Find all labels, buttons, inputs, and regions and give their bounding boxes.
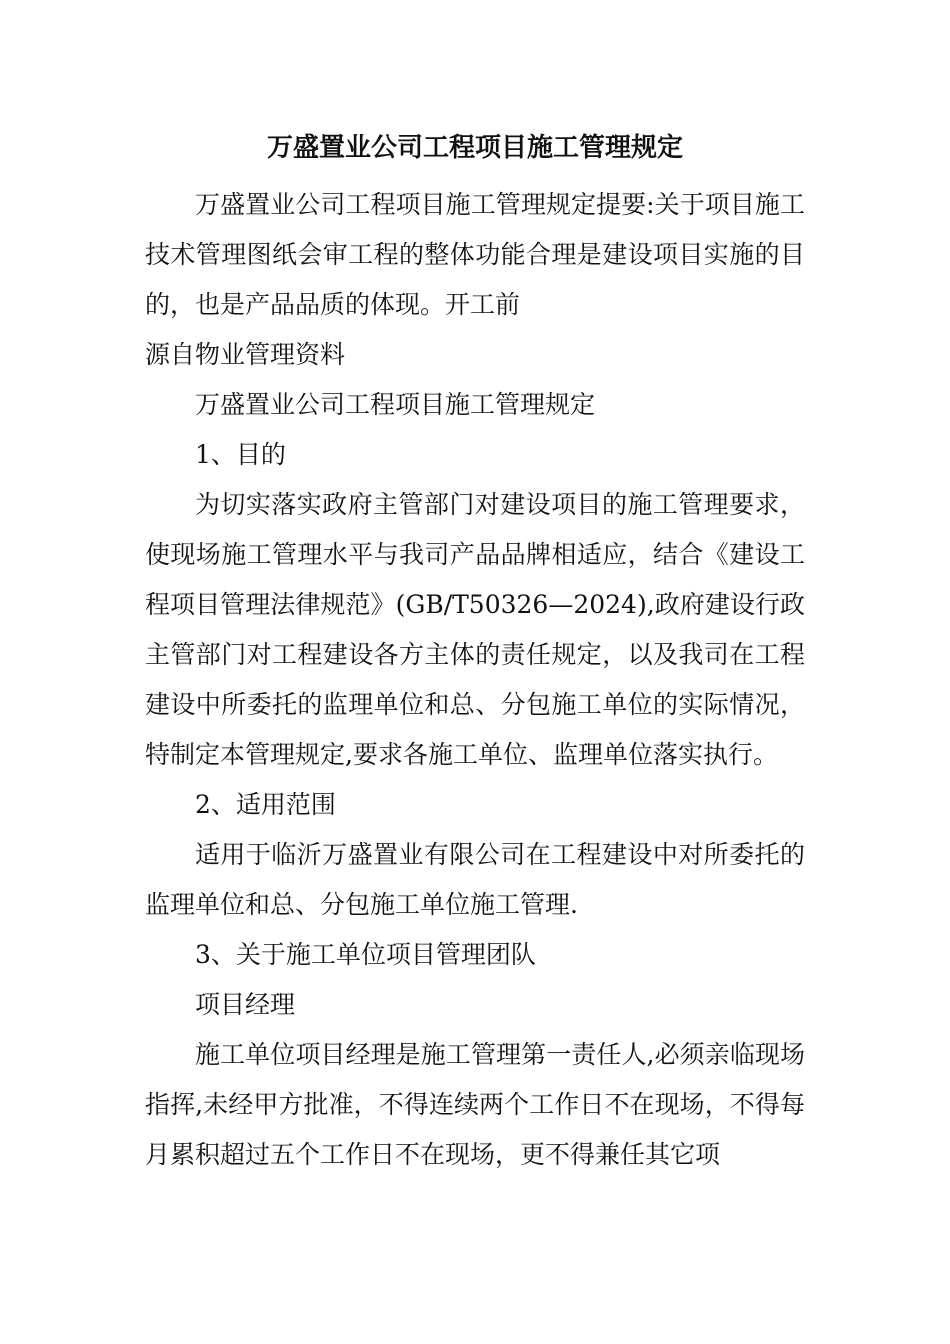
paragraph-project-manager: 施工单位项目经理是施工管理第一责任人,必须亲临现场指挥,未经甲方批准，不得连续两个工作日不在现场，不得每月累积超过五个工作日不在现场，更不得兼任其它项: [145, 1040, 805, 1169]
subheading-project-manager: 项目经理: [195, 990, 296, 1019]
paragraph-purpose: 为切实落实政府主管部门对建设项目的施工管理要求，使现场施工管理水平与我司产品品牌相适应，结合《建设工程项目管理法律规范》(GB/T50326—2024),政府建设行政主管部门对工程建设各方主体的责任规定，以及我司在工程建设中所委托的监理单位和总、分包施工单位的实际情况，特制定本管理规定,要求各施工单位、监理单位落实执行。: [145, 490, 805, 769]
paragraph-source: 源自物业管理资料: [145, 340, 346, 369]
section-heading-scope: 2、适用范围: [195, 790, 336, 819]
section-heading-team: 3、关于施工单位项目管理团队: [195, 940, 536, 969]
document-title: 万盛置业公司工程项目施工管理规定: [266, 133, 683, 163]
paragraph-subtitle: 万盛置业公司工程项目施工管理规定: [195, 390, 596, 419]
paragraph-summary: 万盛置业公司工程项目施工管理规定提要:关于项目施工技术管理图纸会审工程的整体功能合理是建设项目实施的目的，也是产品品质的体现。开工前: [145, 190, 805, 319]
section-heading-purpose: 1、目的: [195, 440, 286, 469]
paragraph-scope: 适用于临沂万盛置业有限公司在工程建设中对所委托的监理单位和总、分包施工单位施工管理.: [145, 840, 805, 919]
document-body: [145, 180, 805, 1180]
